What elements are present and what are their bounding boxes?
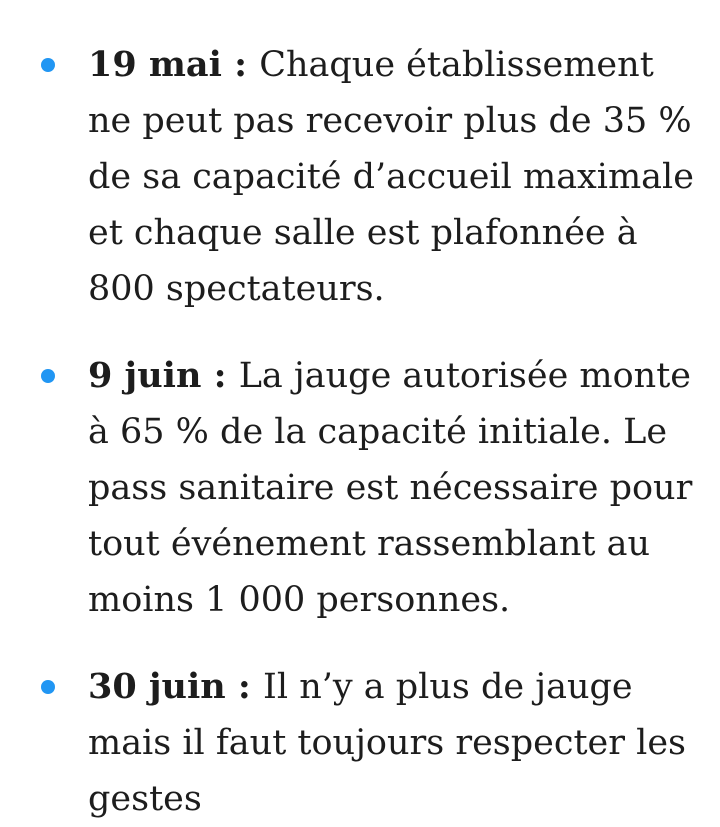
timeline-item-9-juin [0,348,720,628]
item-date: 9 juin : [88,355,239,396]
item-text: La jauge autorisée monte à 65 % de la capacité initiale. Le pass sanitaire est nécessaire pour tout événement rassemblant au moins 1 000 personnes. [88,356,693,620]
bullet-icon [41,680,55,694]
item-text: Chaque établissement ne peut pas recevoir plus de 35 % de sa capacité d’accueil maximale et chaque salle est plafonnée à 800 spectateurs. [88,45,694,309]
timeline-item-30-juin [0,659,720,827]
item-date: 30 juin : [88,666,264,707]
timeline-item-19-mai [0,0,720,317]
bullet-icon [41,58,55,72]
item-text: Il n’y a plus de jauge mais il faut toujours respecter les gestes [88,667,686,819]
bullet-icon [41,369,55,383]
item-date: 19 mai : [88,44,260,85]
